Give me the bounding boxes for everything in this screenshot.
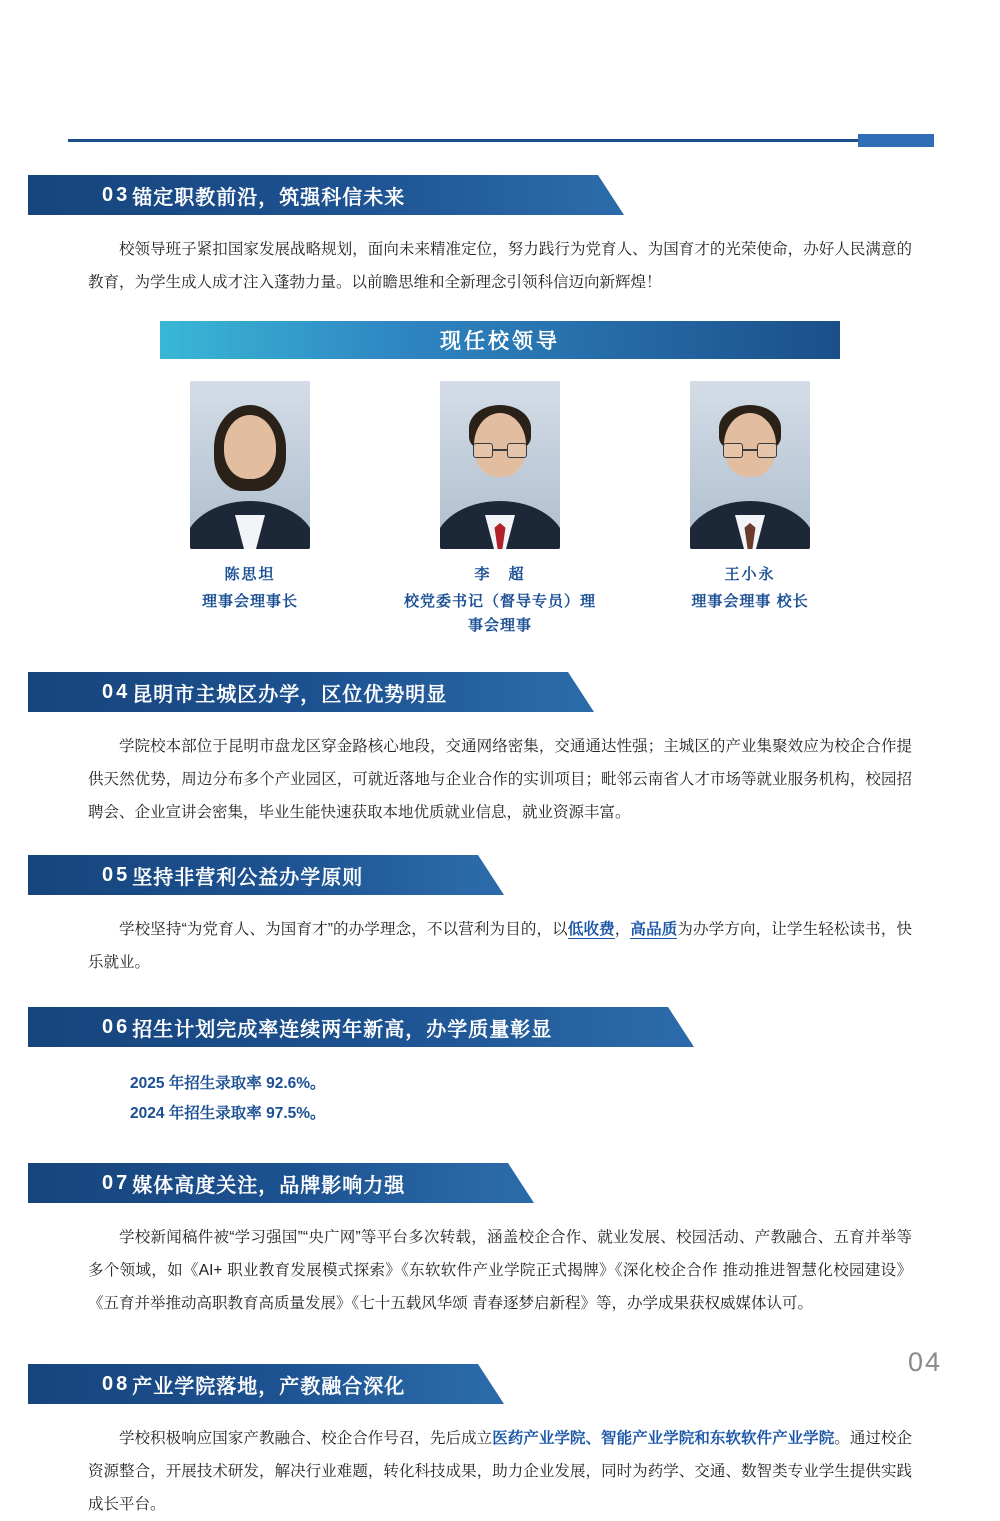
section-heading-05	[28, 855, 478, 895]
section-heading-03	[28, 175, 598, 215]
section-number-08: 08	[102, 1372, 131, 1395]
header-rule-accent	[858, 134, 934, 147]
section-title-07: 媒体高度关注，品牌影响力强	[132, 1174, 406, 1197]
section-heading-08	[28, 1364, 478, 1404]
text-mid: ，	[614, 921, 631, 938]
section-03-paragraph: 校领导班子紧扣国家发展战略规划，面向未来精准定位，努力践行为党育人、为国育才的光荣使命，办好人民满意的教育，为学生成人成才注入蓬勃力量。以前瞻思维和全新理念引领科信迈向新辉煌！	[88, 241, 912, 291]
stat-2025: 2025 年招生录取率 92.6%。	[130, 1075, 326, 1092]
section-number-05: 05	[102, 863, 131, 886]
section-heading-07	[28, 1163, 508, 1203]
avatar	[690, 381, 810, 549]
section-title-03: 锚定职教前沿，筑强科信未来	[132, 186, 406, 209]
leader-name: 李 超	[474, 566, 526, 583]
highlight-high-quality: 高品质	[630, 921, 678, 938]
section-05-paragraph	[88, 913, 912, 979]
text-tail: 。通过校企资源整合，开展技术研发，解决行业难题，转化科技成果，助力企业发展，同时为药学、交通、数智类专业学生提供实践成长平台。	[88, 1430, 912, 1513]
page-number: 04	[907, 1347, 942, 1377]
leader-card	[150, 381, 350, 638]
document-content	[0, 175, 1000, 1521]
avatar	[440, 381, 560, 549]
header-rule	[68, 139, 934, 142]
section-title-08: 产业学院落地，产教融合深化	[132, 1375, 406, 1398]
section-number-07: 07	[102, 1171, 131, 1194]
leader-card	[400, 381, 600, 638]
leader-title: 理事会理事 校长	[691, 593, 809, 610]
stat-2024: 2024 年招生录取率 97.5%。	[130, 1105, 326, 1122]
text-lead: 学校积极响应国家产教融合、校企合作号召，先后成立	[119, 1430, 493, 1447]
leader-name: 陈思坦	[224, 566, 276, 583]
leader-name: 王小永	[724, 566, 776, 583]
section-title-05: 坚持非营利公益办学原则	[132, 866, 364, 889]
leader-card	[650, 381, 850, 638]
section-number-03: 03	[102, 183, 131, 206]
glasses-icon	[723, 443, 777, 459]
leaders-list	[150, 381, 850, 638]
text-lead: 学校坚持“为党育人、为国育才”的办学理念，不以营利为目的，以	[119, 921, 568, 938]
section-title-06: 招生计划完成率连续两年新高，办学质量彰显	[132, 1018, 553, 1041]
leader-title: 理事会理事长	[201, 593, 298, 610]
highlight-industry-colleges: 医药产业学院、智能产业学院和东软软件产业学院	[492, 1430, 835, 1447]
leader-title: 校党委书记（督导专员）理事会理事	[403, 593, 596, 634]
section-number-04: 04	[102, 680, 131, 703]
highlight-low-fee: 低收费	[567, 921, 615, 938]
section-heading-04	[28, 672, 568, 712]
glasses-icon	[473, 443, 527, 459]
section-04-paragraph: 学院校本部位于昆明市盘龙区穿金路核心地段，交通网络密集，交通通达性强；主城区的产业集聚效应为校企合作提供天然优势，周边分布多个产业园区，可就近落地与企业合作的实训项目；毗邻云南省人才市场等就业服务机构，校园招聘会、企业宣讲会密集，毕业生能快速获取本地优质就业信息，就业资源丰富。	[88, 738, 912, 821]
section-07-paragraph: 学校新闻稿件被“学习强国”“央广网”等平台多次转载，涵盖校企合作、就业发展、校园活动、产教融合、五育并举等多个领域，如《AI+ 职业教育发展模式探索》《东软软件产业学院正式揭牌》《深化校企合作 推动推进智慧化校园建设》《五育并举推动高职教育高质量发展》《七十五载风华颂 青春逐梦启新程》等，办学成果获权威媒体认可。	[88, 1229, 912, 1312]
text-tail: 为办学方向，让学生轻松读书，快乐就业。	[88, 921, 912, 971]
leaders-banner: 现任校领导	[160, 321, 840, 359]
section-number-06: 06	[102, 1015, 131, 1038]
avatar	[190, 381, 310, 549]
section-title-04: 昆明市主城区办学，区位优势明显	[132, 683, 448, 706]
section-08-paragraph	[88, 1422, 912, 1521]
section-heading-06	[28, 1007, 668, 1047]
